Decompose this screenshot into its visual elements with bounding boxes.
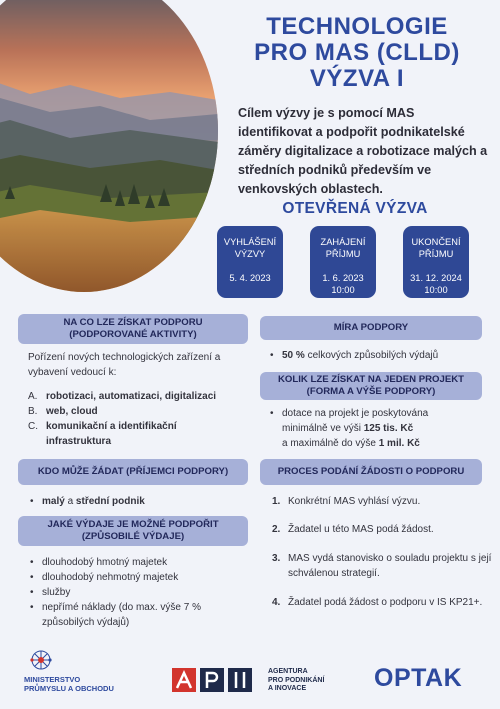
date-box-value: 10:00 xyxy=(424,285,448,295)
supported-heading-line: (PODPOROVANÉ AKTIVITY) xyxy=(69,329,197,340)
page-title xyxy=(222,14,492,92)
title-line-2: PRO MAS (CLLD) xyxy=(254,39,460,66)
mpo-logo xyxy=(24,648,154,698)
api-logo-mark xyxy=(172,668,262,692)
date-box-label: ZAHÁJENÍ xyxy=(320,237,366,247)
mpo-line: PRŮMYSLU A OBCHODU xyxy=(24,684,114,693)
supported-list xyxy=(28,389,242,449)
process-heading: PROCES PODÁNÍ ŽÁDOSTI O PODPORU xyxy=(260,459,482,485)
process-step: 4. Žadatel podá žádost o podporu v IS KP21+. xyxy=(272,597,483,608)
list-item: • dlouhodobý nehmotný majetek xyxy=(28,570,242,585)
expenses-list xyxy=(28,555,242,630)
expenses-heading-line: (ZPŮSOBILÉ VÝDAJE) xyxy=(81,531,185,542)
list-item: • dotace na projekt je poskytována minimálně ve výši 125 tis. Kč a maximálně do výše 1 mil. Kč xyxy=(268,406,488,451)
api-letter-i-icon xyxy=(228,668,252,692)
api-line: AGENTURA xyxy=(268,668,308,675)
list-item: • dlouhodobý hmotný majetek xyxy=(28,555,242,570)
list-item: • služby xyxy=(28,585,242,600)
list-item: • 50 % celkových způsobilých výdajů xyxy=(268,348,488,363)
rate-heading: MÍRA PODPORY xyxy=(260,316,482,340)
amount-heading-line: KOLIK LZE ZÍSKAT NA JEDEN PROJEKT xyxy=(277,374,465,385)
date-box-value: 1. 6. 2023 xyxy=(322,273,364,283)
mpo-emblem-icon xyxy=(24,648,58,672)
applicants-list xyxy=(28,494,238,509)
list-item: C. komunikační a identifikační infrastruktura xyxy=(28,421,177,447)
date-box-label: VÝZVY xyxy=(234,249,266,259)
date-box-value: 10:00 xyxy=(331,285,355,295)
date-box-label: VYHLÁŠENÍ xyxy=(223,237,277,247)
list-item: A. robotizaci, automatizaci, digitalizaci xyxy=(28,391,217,402)
api-letter-p-icon xyxy=(200,668,224,692)
api-logo-text xyxy=(268,668,324,694)
supported-heading-line: NA CO LZE ZÍSKAT PODPORU xyxy=(63,317,203,328)
rate-list xyxy=(268,348,488,363)
list-item: B. web, cloud xyxy=(28,406,98,417)
expenses-heading xyxy=(18,516,248,546)
date-box-label: UKONČENÍ xyxy=(411,237,461,247)
date-box-start xyxy=(310,226,376,298)
api-line: A INOVACE xyxy=(268,685,307,692)
date-box-value: 31. 12. 2024 xyxy=(410,273,462,283)
amount-heading xyxy=(260,372,482,400)
list-item: • nepřímé náklady (do max. výše 7 % způsobilých výdajů) xyxy=(28,600,242,630)
title-line-1: TECHNOLOGIE xyxy=(266,13,448,40)
api-line: PRO PODNIKÁNÍ xyxy=(268,676,325,684)
date-box-announcement xyxy=(217,226,283,298)
process-step: 2. Žadatel u této MAS podá žádost. xyxy=(272,524,434,535)
expenses-heading-line: JAKÉ VÝDAJE JE MOŽNÉ PODPOŘIT xyxy=(47,519,219,530)
title-line-3: VÝZVA I xyxy=(309,65,405,92)
list-item: • malý a střední podnik xyxy=(28,494,238,509)
amount-list xyxy=(268,406,488,451)
date-box-value: 5. 4. 2023 xyxy=(229,273,271,283)
amount-heading-line: (FORMA A VÝŠE PODPORY) xyxy=(306,386,436,397)
process-step: 1. Konkrétní MAS vyhlásí výzvu. xyxy=(272,496,421,507)
date-box-end xyxy=(403,226,469,298)
supported-lead: Pořízení nových technologických zařízení a vybavení vedoucí k: xyxy=(28,352,221,378)
process-step: 3. MAS vydá stanovisko o souladu projektu s její schválenou strategií. xyxy=(272,553,492,579)
intro-text: Cílem výzvy je s pomocí MAS identifikovat a podpořit podnikatelské záměry digitalizace a robotizace malých a středních podniků především ve venkovských oblastech. xyxy=(238,106,488,196)
open-call-heading: OTEVŘENÁ VÝZVA xyxy=(282,200,428,217)
api-letter-a-icon xyxy=(172,668,196,692)
optak-logo: OPTAK xyxy=(374,664,463,692)
date-box-label: PŘÍJMU xyxy=(418,249,454,259)
mpo-line: MINISTERSTVO xyxy=(24,675,81,684)
landscape-photo xyxy=(0,0,218,292)
applicants-heading: KDO MŮŽE ŽÁDAT (PŘÍJEMCI PODPORY) xyxy=(18,459,248,485)
supported-heading xyxy=(18,314,248,344)
date-box-label: PŘÍJMU xyxy=(325,249,361,259)
